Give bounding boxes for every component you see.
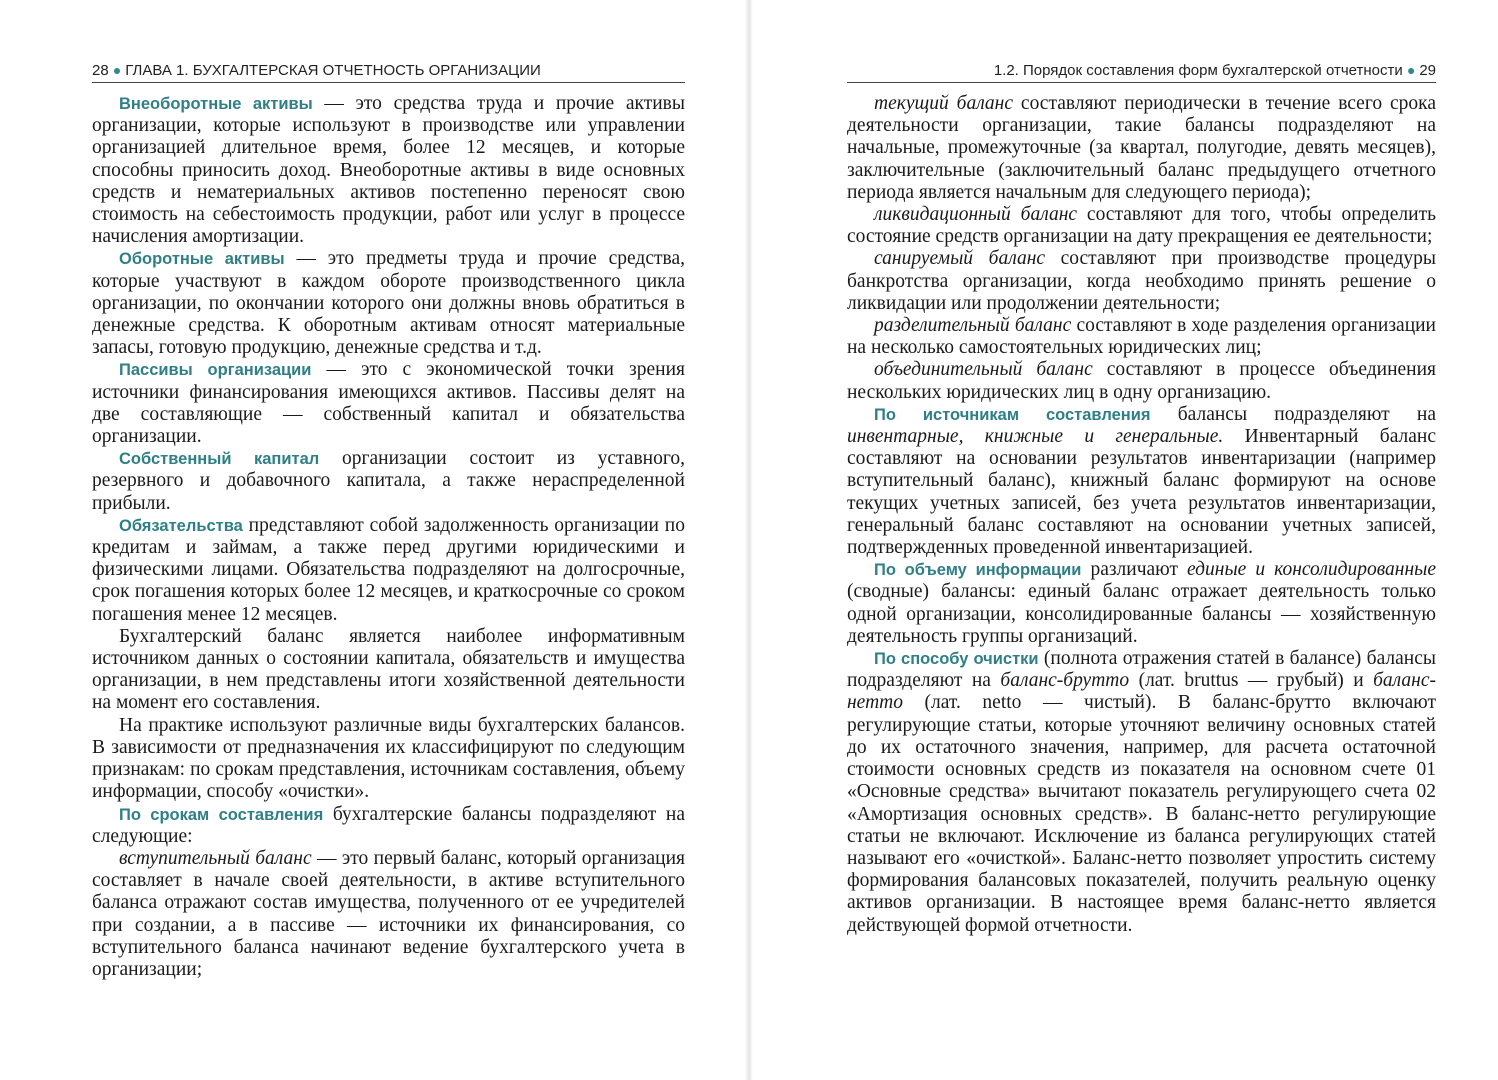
paragraph-text: представляют собой задолженность организации по кредитам и займам, а также перед другими юридическими и физическими лицами. Обязательства подразделяют на долгосрочные, срок погашения которых более 12 месяцев, и краткосрочные со сроком погашения менее 12 месяцев. (92, 514, 685, 625)
term-heading: Собственный капитал (119, 450, 320, 469)
italic-term: вступительный баланс (119, 847, 312, 869)
term-heading: Обязательства (119, 516, 243, 535)
italic-term: баланс-брутто (1000, 670, 1130, 692)
term-heading: По источникам составления (874, 405, 1151, 424)
paragraph-text: — это предметы труда и прочие средства, которые участвуют в каждом обороте производственного цикла организации, по окончании которого они должны вновь обратиться в денежные средства. К оборотным активам относят материальные запасы, готовую продукцию, денежные средства и т.д. (92, 248, 685, 359)
paragraph-text: составляют в ходе разделения организации на несколько самостоятельных юридических лиц; (847, 315, 1436, 359)
italic-term: текущий баланс (874, 93, 1014, 114)
paragraph (92, 93, 685, 248)
paragraph-text: составляют периодически в течение всего срока деятельности организации, такие балансы подразделяют на начальные, промежуточные (за квартал, полугодие, девять месяцев), заключительные (заключительный баланс предыдущего отчетного периода является начальным для следующего периода); (847, 93, 1436, 203)
italic-term: санируемый баланс (874, 248, 1046, 270)
term-heading: Пассивы организации (119, 361, 312, 380)
paragraph (847, 93, 1436, 204)
paragraph (92, 515, 685, 626)
paragraph (92, 715, 685, 804)
right-running-head (847, 62, 1436, 83)
term-heading: Внеоборотные активы (119, 95, 313, 113)
italic-term: баланс-нетто (847, 670, 1436, 714)
bullet-dot-icon: ● (112, 62, 126, 78)
paragraph-text: На практике используют различные виды бухгалтерских балансов. В зависимости от предназначения их классифицируют по следующим признакам: по срокам представления, источникам составления, объему информации, способу «очистки». (92, 714, 685, 803)
paragraph-text: составляют для того, чтобы определить состояние средств организации на дату прекращения ее деятельности; (847, 204, 1436, 248)
right-body-text (847, 93, 1436, 937)
paragraph-text: составляют при производстве процедуры банкротства организации, когда необходимо принять решение о ликвидации или продолжении деятельности; (847, 248, 1436, 314)
paragraph-text: (лат. netto — чистый). В баланс-брутто включают регулирующие статьи, которые уточняют величину основных статей до их остаточного значения, например, для расчета остаточной стоимости основных средств из показателя на основном счете 01 «Основные средства» вычитают показатель регулирующего счета 02 «Амортизация основных средств». В баланс-нетто регулирующие статьи не включают. Исключение из баланса регулирующих статей называют его «очисткой». Баланс-нетто позволяет упростить систему формирования балансовых показателей, получить реальную оценку активов организации. В настоящее время баланс-нетто является действующей формой отчетности. (847, 692, 1436, 936)
paragraph (92, 448, 685, 515)
paragraph-text: — это с экономической точки зрения источники финансирования имеющихся активов. Пассивы делят на две составляющие — собственный капитал и обязательства организации. (92, 359, 685, 448)
paragraph (92, 248, 685, 359)
paragraph (847, 359, 1436, 403)
bullet-dot-icon: ● (1406, 62, 1420, 78)
paragraph-text: балансы подразделяют на (1150, 403, 1436, 425)
paragraph-text: — это средства труда и прочие активы организации, которые используют в производстве или управлении организацией длительное время, более 12 месяцев, и которые способны приносить доход. Внеоборотные активы в виде основных средств и нематериальных активов постепенно переносят свою стоимость на себестоимость продукции, работ или услуг в процессе начисления амортизации. (92, 93, 685, 248)
paragraph (92, 804, 685, 848)
left-body-text (92, 93, 685, 981)
paragraph (847, 648, 1436, 937)
paragraph (92, 359, 685, 448)
italic-term: инвентарные, книжные и генеральные. (847, 426, 1224, 448)
paragraph-text: (сводные) балансы: единый баланс отражает деятельность только одной организации, консолидированные балансы — хозяйственную деятельность группы организаций. (847, 581, 1436, 647)
paragraph-text: бухгалтерские балансы подразделяют на следующие: (92, 803, 685, 847)
paragraph-text: составляют в процессе объединения нескольких юридических лиц в одну организацию. (847, 359, 1436, 403)
paragraph-text: Инвентарный баланс составляют на основании результатов инвентаризации (например вступительный баланс), книжный баланс формируют на основе текущих учетных записей, без учета результатов инвентаризации, генеральный баланс составляют на основании учетных записей, подтвержденных проведенной инвентаризацией. (847, 426, 1436, 559)
chapter-title: ГЛАВА 1. БУХГАЛТЕРСКАЯ ОТЧЕТНОСТЬ ОРГАНИЗАЦИИ (125, 62, 541, 79)
term-heading: По срокам составления (119, 805, 324, 824)
italic-term: единые и консолидированные (1187, 559, 1436, 581)
left-running-head (92, 62, 685, 83)
term-heading: По способу очистки (874, 650, 1039, 669)
italic-term: объединительный баланс (874, 359, 1093, 381)
paragraph-text: Бухгалтерский баланс является наиболее информативным источником данных о состоянии капитала, обязательств и имущества организации, в нем представлены итоги хозяйственной деятельности на момент его составления. (92, 625, 685, 714)
paragraph-text: организации состоит из уставного, резервного и добавочного капитала, а также нераспределенной прибыли. (92, 448, 685, 514)
paragraph (847, 204, 1436, 248)
italic-term: разделительный баланс (874, 315, 1072, 337)
term-heading: Оборотные активы (119, 250, 285, 269)
paragraph (92, 626, 685, 715)
paragraph (847, 559, 1436, 648)
right-page (749, 0, 1498, 1080)
section-title: 1.2. Порядок составления форм бухгалтерской отчетности (993, 62, 1403, 79)
right-page-number: 29 (1419, 62, 1436, 79)
paragraph (847, 404, 1436, 559)
paragraph (92, 848, 685, 981)
left-page-number: 28 (92, 62, 109, 79)
paragraph-text: различают (1081, 559, 1188, 581)
paragraph-text: (полнота отражения статей в балансе) балансы подразделяют на (847, 648, 1436, 692)
paragraph (847, 248, 1436, 315)
term-heading: По объему информации (874, 561, 1082, 580)
italic-term: ликвидационный баланс (874, 204, 1078, 226)
paragraph-text: (лат. bruttus — грубый) и (1129, 670, 1374, 692)
paragraph (847, 315, 1436, 359)
paragraph-text: — это первый баланс, который организация составляет в начале своей деятельности, в активе вступительного баланса отражают состав имущества, полученного от ее учредителей при создании, а в пассиве — источники их финансирования, со вступительного баланса начинают ведение бухгалтерского учета в организации; (92, 847, 685, 980)
